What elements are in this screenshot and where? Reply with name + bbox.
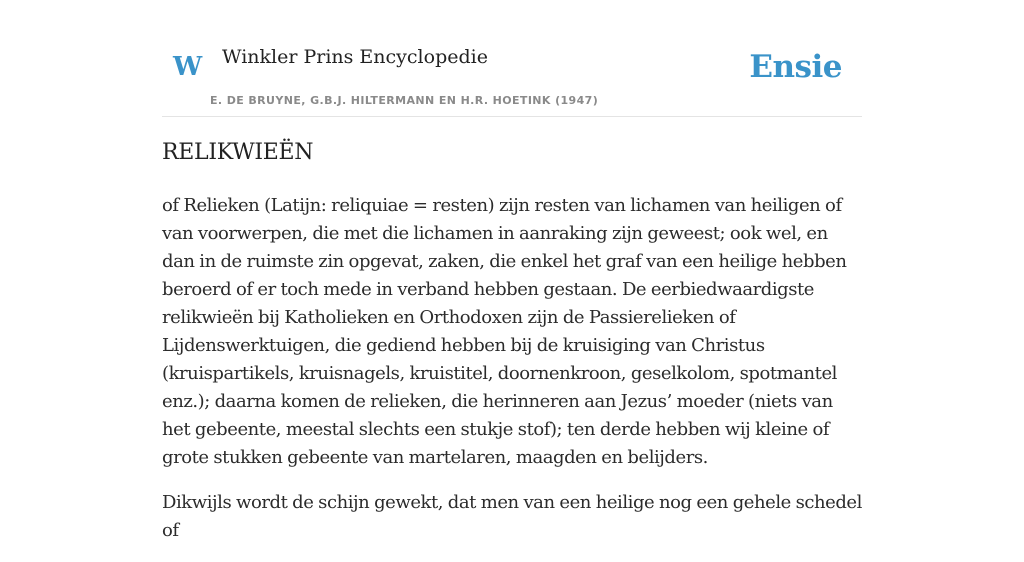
winkler-prins-logo-icon[interactable]: W [173,52,203,82]
site-title[interactable]: Winkler Prins Encyclopedie [222,46,488,68]
site-authors: E. DE BRUYNE, G.B.J. HILTERMANN EN H.R. HOETINK (1947) [210,94,599,107]
article-paragraph: Dikwijls wordt de schijn gewekt, dat men van een heilige nog een gehele schedel of [162,492,862,541]
ensie-brand-logo[interactable]: Ensie [749,49,842,85]
article-body [162,192,862,562]
article-title: RELIKWIEËN [162,140,314,165]
article-paragraph: of Relieken (Latijn: reliquiae = resten) zijn resten van lichamen van heiligen of van voorwerpen, die met die lichamen in aanraking zijn geweest; ook wel, en dan in de ruimste zin opgevat, zaken, die enkel het graf van een heilige hebben beroerd of er toch mede in verband hebben gestaan. De eerbiedwaardigste relikwieën bij Katholieken en Orthodoxen zijn de Passierelieken of Lijdenswerktuigen, die gediend hebben bij de kruisiging van Christus (kruispartikels, kruisnagels, kruistitel, doornenkroon, geselkolom, spotmantel enz.); daarna komen de relieken, die herinneren aan Jezus’ moeder (niets van het gebeente, meestal slechts een stukje stof); ten derde hebben wij kleine of grote stukken gebeente van martelaren, maagden en belijders. [162,195,847,468]
site-header [162,0,862,117]
